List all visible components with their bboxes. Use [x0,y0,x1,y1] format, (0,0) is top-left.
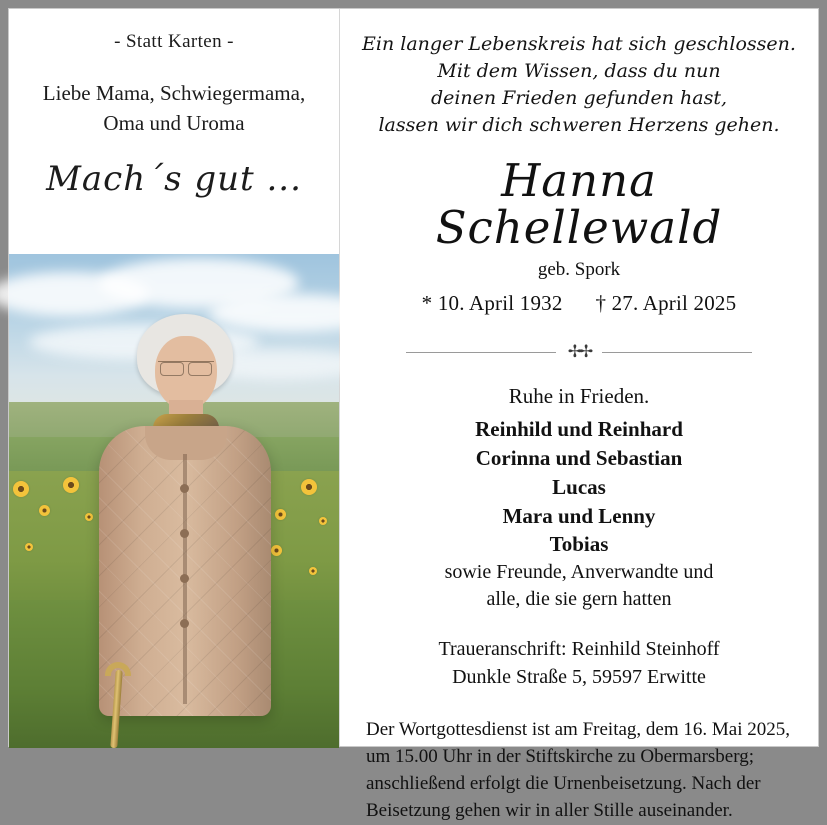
divider-line-right [602,352,752,353]
list-item: Mara und Lenny [502,503,656,528]
poem-line: lassen wir dich schweren Herzens gehen. [378,113,780,136]
poem-line: Ein langer Lebenskreis hat sich geschlossen. [362,33,796,55]
divider-line-left [406,352,556,353]
poem-block [360,31,798,139]
right-column [340,9,818,822]
list-item: Lucas [552,474,606,499]
statt-karten-line: - Statt Karten - [114,31,234,52]
person-figure [17,314,267,748]
coat-button-icon [180,529,189,538]
deceased-name: Hanna Schellewald [435,153,723,255]
list-item: sowie Freunde, Anverwandte und [444,561,714,584]
sunflower-icon [301,479,317,495]
salutation-line-1: Liebe Mama, Schwiegermama, [42,81,306,105]
left-column [9,9,339,746]
salutation-block [9,79,339,139]
birth-date: * 10. April 1932 [421,291,563,316]
portrait-photo [9,254,339,748]
mourners-list [360,415,798,613]
service-details: Der Wortgottesdienst ist am Freitag, dem 16. Mai 2025, um 15.00 Uhr in der Stiftskirche zu Obermarsberg; anschließend erfolgt die Urnenbeisetzung. Nach der Beisetzung gehen wir in aller Stille auseinander. [366,719,790,822]
mourning-address [360,635,798,691]
death-date: † 27. April 2025 [595,291,737,316]
coat-button-icon [180,484,189,493]
poem-line: Mit dem Wissen, dass du nun [437,59,721,82]
rest-in-peace-text: Ruhe in Frieden. [508,384,650,409]
sunflower-icon [275,509,286,520]
poem-line: deinen Frieden gefunden hast, [430,86,728,109]
ornament-icon: ✢✢ [567,342,591,363]
coat-button-icon [180,574,189,583]
life-dates [360,291,798,316]
obituary-card [8,8,819,822]
maiden-name: geb. Spork [537,259,621,281]
list-item: Reinhild und Reinhard [475,417,683,442]
sunflower-icon [309,567,317,575]
address-line-2: Dunkle Straße 5, 59597 Erwitte [452,666,706,689]
address-line-1: Traueranschrift: Reinhild Steinhoff [438,638,720,661]
sunflower-icon [271,545,282,556]
coat-button-icon [180,619,189,628]
salutation-line-2: Oma und Uroma [103,110,245,135]
glasses-icon [158,361,214,375]
list-item: Corinna und Sebastian [475,446,683,471]
ornament-divider [360,342,798,362]
sunflower-icon [319,517,327,525]
farewell-phrase: Mach´s gut ... [46,158,302,199]
list-item: alle, die sie gern hatten [486,588,672,611]
list-item: Tobias [549,532,609,557]
